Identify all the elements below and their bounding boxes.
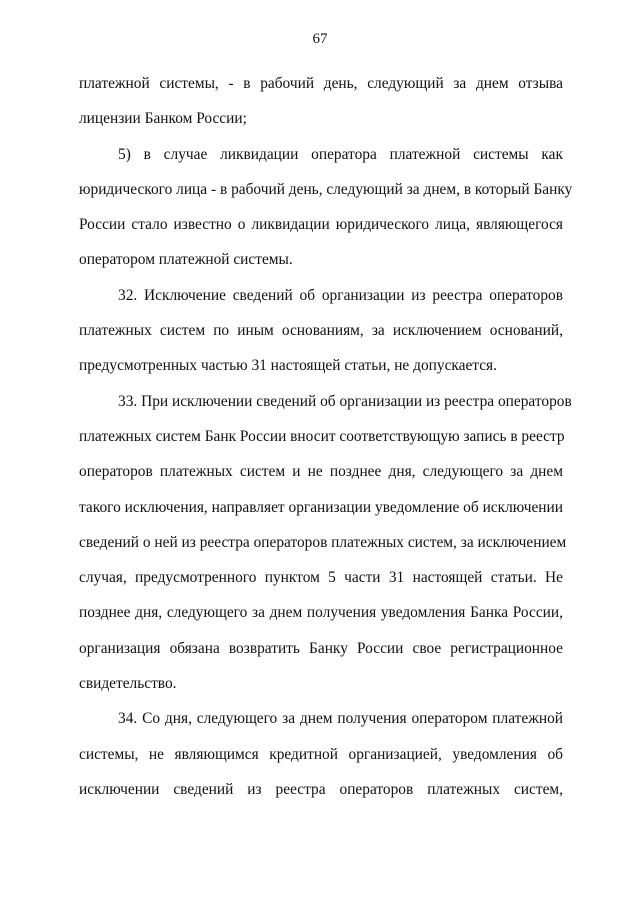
text-line: платежных систем Банк России вносит соответствующую запись в реестр <box>79 427 565 445</box>
text-line: предусмотренных частью 31 настоящей статьи, не допускается. <box>79 357 497 375</box>
text-line: 34. Со дня, следующего за днем получения оператором платежной <box>118 710 563 728</box>
paragraph-34 <box>79 701 563 807</box>
page-number: 67 <box>312 31 328 47</box>
text-line: случая, предусмотренного пунктом 5 части 31 настоящей статьи. Не <box>79 569 563 587</box>
document-body <box>79 66 573 807</box>
paragraph-33 <box>79 384 572 702</box>
paragraph-continuation <box>79 66 563 137</box>
text-line: лицензии Банком России; <box>79 110 247 128</box>
text-line: исключении сведений из реестра операторов платежных систем, <box>79 780 563 798</box>
text-line: платежных систем по иным основаниям, за исключением оснований, <box>79 322 563 340</box>
text-line: оператором платежной системы. <box>79 251 293 269</box>
text-line: 5) в случае ликвидации оператора платежной системы как <box>118 145 563 163</box>
paragraph-item-5 <box>79 137 573 278</box>
text-line: системы, не являющимся кредитной организацией, уведомления об <box>79 745 563 763</box>
text-line: операторов платежных систем и не позднее дня, следующего за днем <box>79 463 563 481</box>
text-line: свидетельство. <box>79 675 177 693</box>
text-line: организация обязана возвратить Банку России свое регистрационное <box>79 639 563 657</box>
text-line: сведений о ней из реестра операторов платежных систем, за исключением <box>79 533 567 551</box>
text-line: платежной системы, - в рабочий день, следующий за днем отзыва <box>79 75 563 92</box>
text-line: России стало известно о ликвидации юридического лица, являющегося <box>79 216 563 234</box>
paragraph-32 <box>79 278 563 384</box>
text-line: 32. Исключение сведений об организации из реестра операторов <box>118 286 563 304</box>
text-line: такого исключения, направляет организации уведомление об исключении <box>79 498 563 516</box>
text-line: позднее дня, следующего за днем получения уведомления Банка России, <box>79 604 563 622</box>
text-line: юридического лица - в рабочий день, следующий за днем, в который Банку <box>79 180 573 198</box>
text-line: 33. При исключении сведений об организации из реестра операторов <box>118 392 572 410</box>
